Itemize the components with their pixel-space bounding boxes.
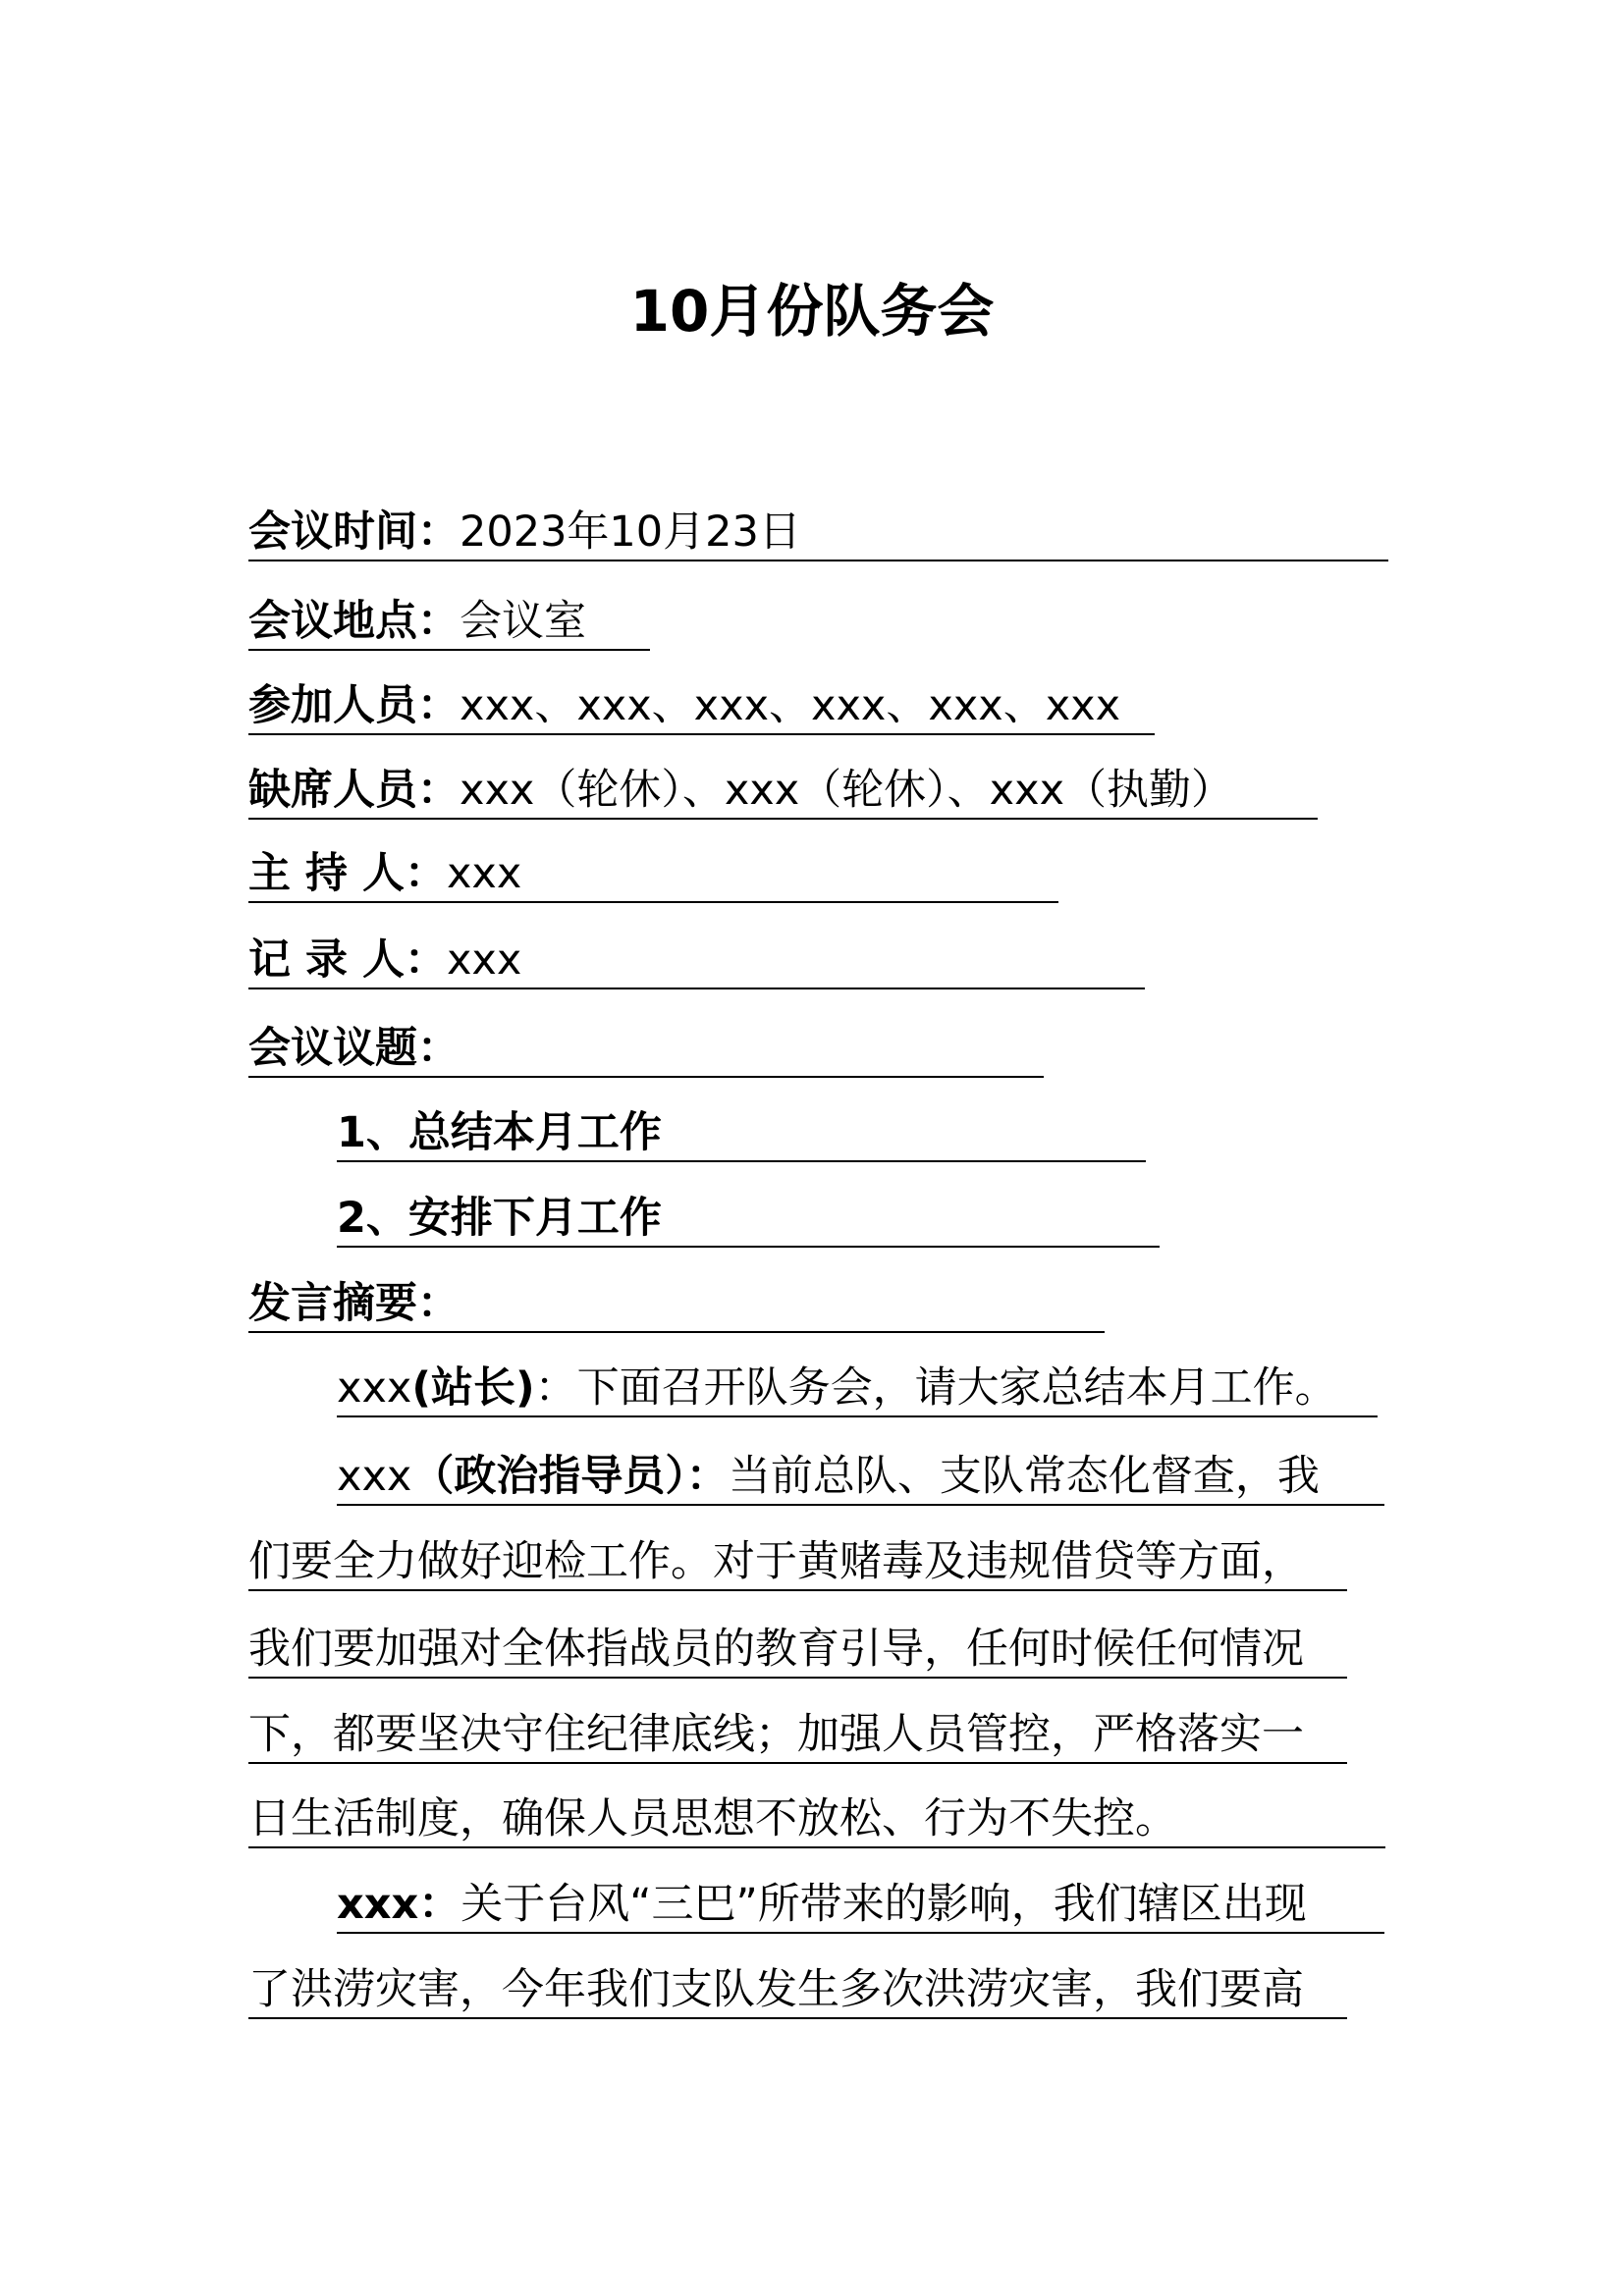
speech-line xyxy=(337,1875,1384,1934)
label: 主 持 人： xyxy=(248,849,447,898)
meeting-time xyxy=(248,503,1388,561)
topics-heading xyxy=(248,1019,1044,1078)
speech-text: ：下面召开队务会，请大家总结本月工作。 xyxy=(534,1363,1337,1413)
speaker: xxx xyxy=(337,1363,412,1413)
speech-line xyxy=(248,1620,1347,1679)
label: 会议地点： xyxy=(248,597,460,646)
host xyxy=(248,844,1058,903)
speech-text: 当前总队、支队常态化督查，我 xyxy=(728,1452,1320,1501)
speech-text: 们要全力做好迎检工作。对于黄赌毒及违规借贷等方面， xyxy=(248,1537,1304,1586)
topic-text: 1、总结本月工作 xyxy=(337,1108,662,1157)
label: 会议议题： xyxy=(248,1024,460,1073)
speech-text: 我们要加强对全体指战员的教育引导，任何时候任何情况 xyxy=(248,1625,1304,1674)
value: xxx（轮休）、xxx（轮休）、xxx（执勤） xyxy=(460,766,1234,815)
speech-line xyxy=(337,1447,1384,1506)
label: 会议时间： xyxy=(248,507,460,557)
speaker: xxx xyxy=(337,1452,412,1501)
topic-text: 2、安排下月工作 xyxy=(337,1194,662,1243)
speaker-role: （政治指导员）： xyxy=(411,1452,729,1501)
value: xxx、xxx、xxx、xxx、xxx、xxx xyxy=(460,681,1121,730)
speech-text: 下，都要坚决守住纪律底线；加强人员管控，严格落实一 xyxy=(248,1710,1304,1759)
document-title: 10月份队务会 xyxy=(629,278,995,345)
label: 记 录 人： xyxy=(248,935,447,985)
speech-line xyxy=(248,1532,1347,1591)
speech-line xyxy=(248,1960,1347,2019)
label: 参加人员： xyxy=(248,681,460,730)
label: 缺席人员： xyxy=(248,766,460,815)
label: 发言摘要： xyxy=(248,1279,460,1328)
absentees xyxy=(248,761,1318,820)
speech-line xyxy=(337,1359,1378,1417)
speech-text: 了洪涝灾害，今年我们支队发生多次洪涝灾害，我们要高 xyxy=(248,1965,1304,2014)
summary-heading xyxy=(248,1274,1105,1333)
speech-text: 关于台风“三巴”所带来的影响，我们辖区出现 xyxy=(460,1880,1307,1929)
speech-line xyxy=(248,1705,1347,1764)
topic-item xyxy=(337,1189,1160,1248)
speech-text: 日生活制度，确保人员思想不放松、行为不失控。 xyxy=(248,1794,1177,1843)
value: 会议室 xyxy=(460,597,586,646)
speech-line xyxy=(248,1789,1385,1848)
speaker-role: (站长) xyxy=(411,1363,535,1413)
value: 2023年10月23日 xyxy=(460,507,801,557)
meeting-place xyxy=(248,592,650,651)
topic-item xyxy=(337,1103,1146,1162)
recorder xyxy=(248,931,1145,989)
value: xxx xyxy=(446,935,522,985)
speaker: xxx： xyxy=(337,1880,461,1929)
attendees xyxy=(248,676,1155,735)
value: xxx xyxy=(446,849,522,898)
